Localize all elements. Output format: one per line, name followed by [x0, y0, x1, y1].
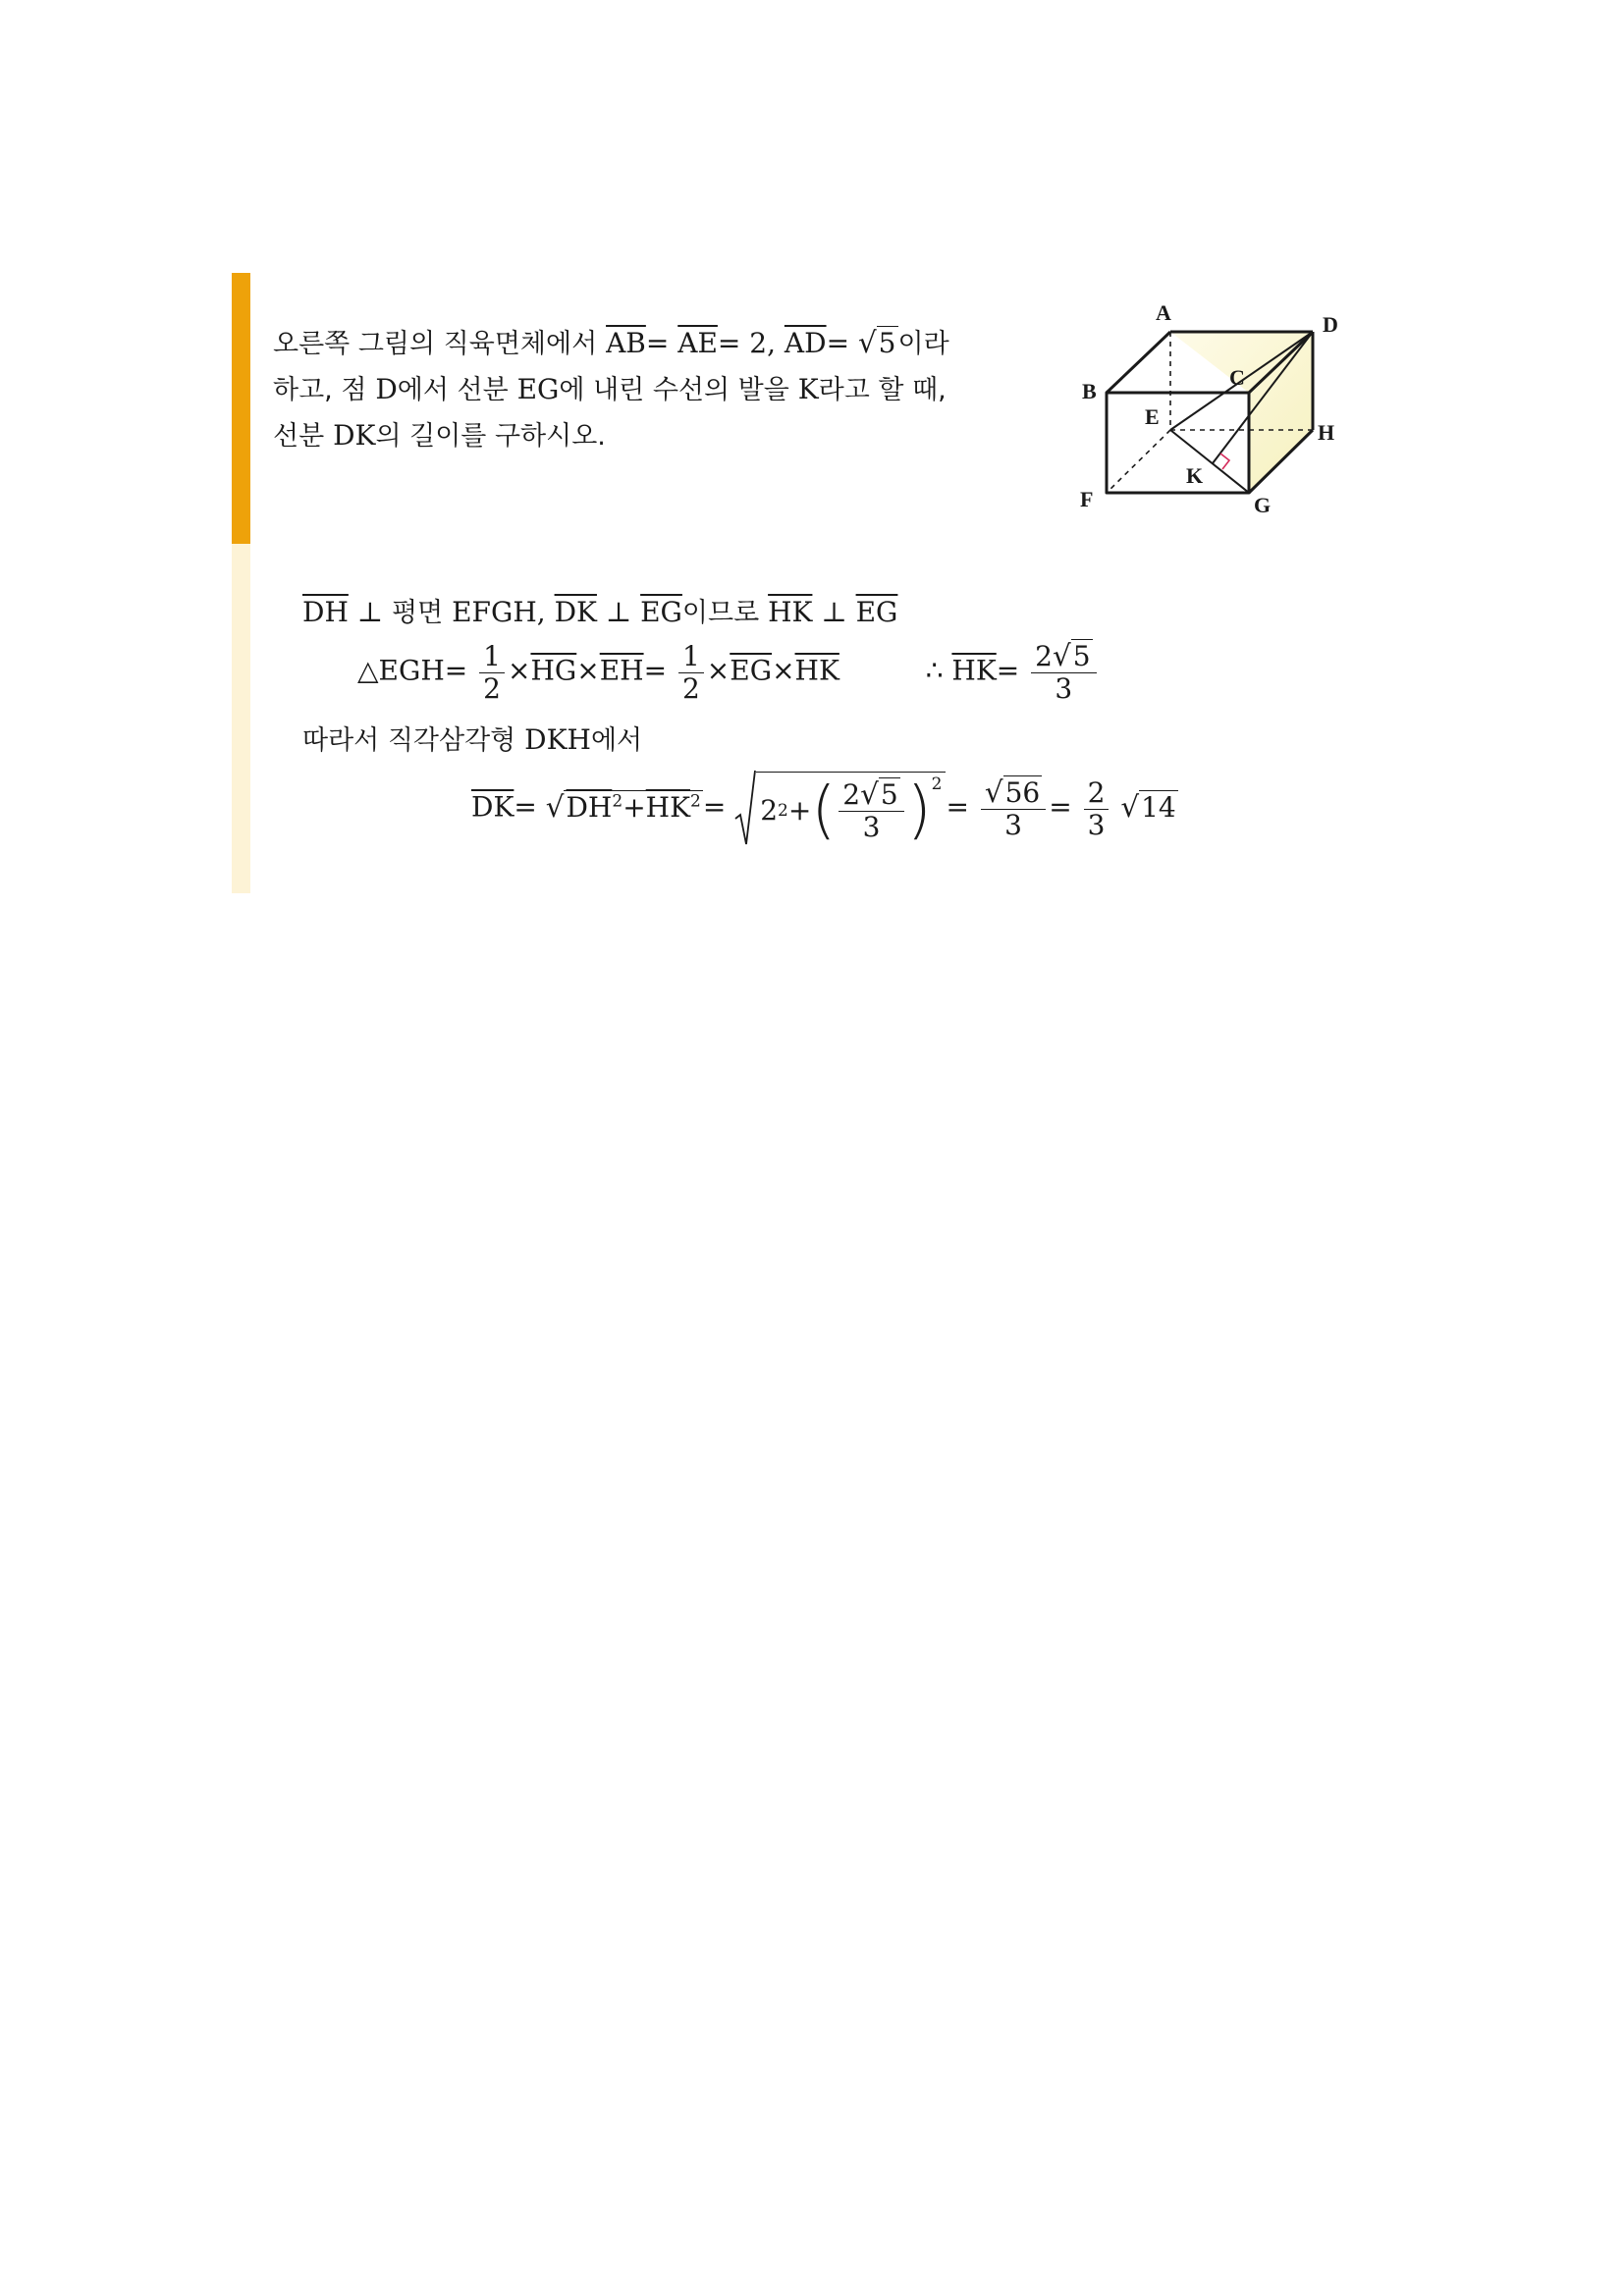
- sqrt-dh-hk: $√DH^2+\overline{HK}^2$: [545, 789, 701, 824]
- point-d: D: [375, 373, 398, 405]
- segment-ad: $\overline{AD}$: [784, 327, 827, 359]
- problem-statement: [273, 320, 1019, 459]
- sqrt-5: √5: [857, 326, 896, 359]
- problem-line-2: 하고, 점 D에서 선분 EG에 내린 수선의 발을 K라고 할 때,: [273, 373, 947, 405]
- segment-ab: $\overline{AB}$: [606, 327, 646, 359]
- label-d: D: [1323, 312, 1338, 337]
- solution-line-2: △EGH= $\frac{1}{2}$ $\times\overline{HG}\times\overline{EH}=$ $\frac{1}{2}$ $\times\overline{EG}\times\overline{HK}$ ∴ $\overline{HK}=$ $\frac{2√5}{3}$: [357, 640, 1100, 705]
- fraction-half-2: $\frac{1}{2}$: [678, 641, 704, 705]
- fraction-half-1: $\frac{1}{2}$: [479, 641, 505, 705]
- label-e: E: [1145, 404, 1160, 429]
- solution-line-3: 따라서 직각삼각형 DKH에서: [302, 723, 643, 756]
- sqrt-14: √14: [1120, 789, 1176, 824]
- fraction-two-thirds: $\frac{2}{3}$: [1084, 777, 1110, 841]
- label-g: G: [1254, 493, 1272, 517]
- segment-eg: EG: [516, 373, 560, 405]
- label-a: A: [1156, 300, 1171, 325]
- fraction-sqrt56: $\frac{√56}{3}$: [981, 776, 1046, 841]
- segment-eg-line: [1170, 430, 1249, 493]
- fraction-hk-value: $\frac{2√5}{3}$: [1031, 640, 1096, 705]
- label-h: H: [1318, 420, 1335, 445]
- edge-ba: [1107, 332, 1170, 393]
- label-b: B: [1082, 379, 1097, 403]
- segment-ae: $\overline{AE}$: [677, 327, 718, 359]
- label-f: F: [1080, 487, 1094, 511]
- problem-line-1: 오른쪽 그림의 직육면체에서 $\overline{AB}= \overline{AE}= 2$, $\overline{AD}= √5$이라: [273, 320, 1019, 367]
- segment-dk: DK: [333, 419, 376, 452]
- solution-line-4: $\overline{DK}= √DH^2+\overline{HK}^2=$ 2 2 + ( $\frac{2√5}{3}$ ) $^2$ = $\frac{√56}{3}$ = $\frac{2}{3}$ √14: [471, 770, 1178, 848]
- point-k: K: [797, 373, 819, 405]
- label-k: K: [1186, 463, 1204, 488]
- label-c: C: [1229, 365, 1245, 390]
- accent-bar-problem: [232, 273, 250, 544]
- accent-bar-solution: [232, 544, 250, 893]
- problem-line-3: 선분 DK의 길이를 구하시오.: [273, 419, 606, 452]
- cuboid-figure: [1072, 294, 1367, 526]
- solution-line-1: $\overline{DH}$ ⊥ 평면 EFGH, $\overline{DK}$ ⊥ $\overline{EG}$이므로 $\overline{HK}$ ⊥ $\overline{EG}$: [302, 596, 898, 628]
- right-angle-mark: [1220, 454, 1229, 469]
- sqrt-large: 2 2 + ( $\frac{2√5}{3}$ ) $^2$: [734, 770, 946, 848]
- edge-ef: [1107, 430, 1170, 493]
